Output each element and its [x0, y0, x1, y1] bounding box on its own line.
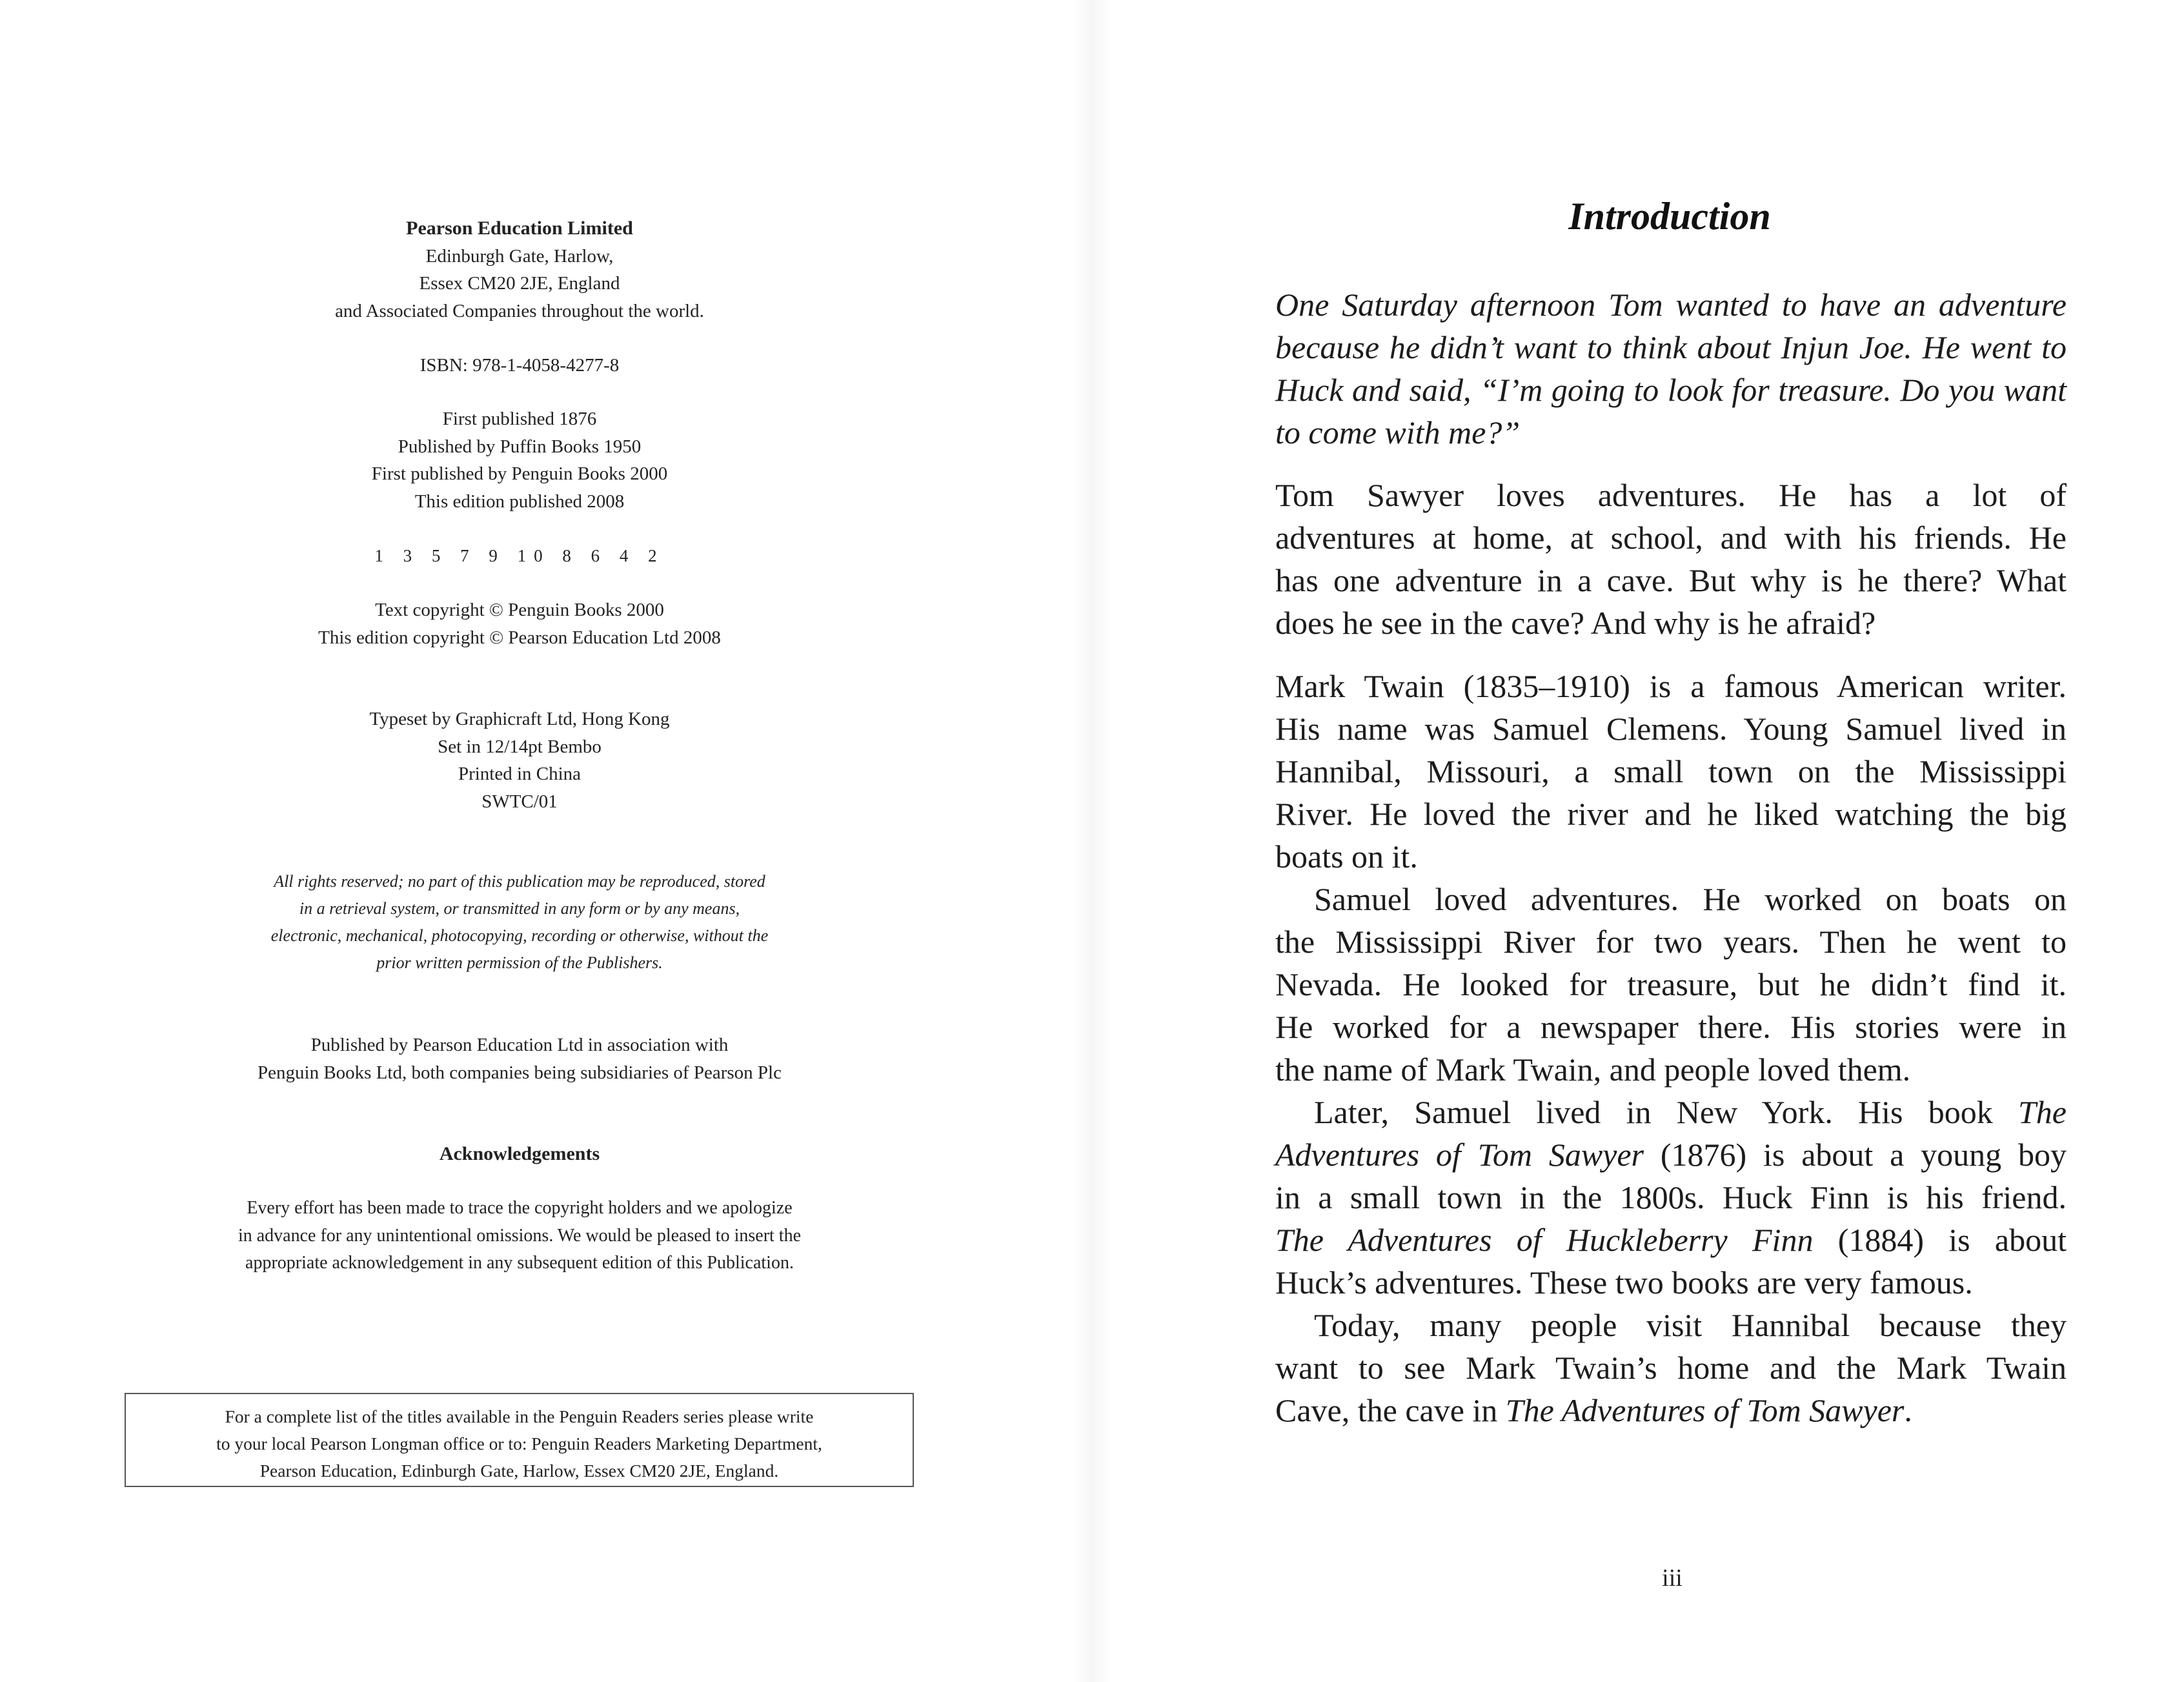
text-line: the name of Mark Twain, and people loved them. — [1275, 1051, 1911, 1088]
page-title: Introduction — [1568, 195, 1771, 238]
history-line: This edition published 2008 — [414, 491, 625, 512]
publisher-address-line: Edinburgh Gate, Harlow, — [425, 245, 614, 267]
text-line: Today, many people visit Hannibal because they — [1314, 1307, 2067, 1343]
paragraph — [1275, 1091, 2067, 1304]
text-run: (1884) is about — [1813, 1222, 2067, 1258]
acknowledgements-heading: Acknowledgements — [439, 1143, 600, 1164]
paragraph — [1275, 1304, 2067, 1432]
history-line: First published 1876 — [442, 409, 597, 429]
typeset-block — [0, 705, 1039, 815]
publisher-block — [0, 215, 1039, 325]
text-line — [1275, 1091, 2067, 1133]
text-line: adventures at home, at school, and with his friends. He — [1275, 520, 2067, 556]
acknowledgements-text — [0, 1195, 1039, 1277]
typeset-line: SWTC/01 — [481, 791, 558, 812]
publisher-address-line: and Associated Companies throughout the world. — [335, 300, 704, 321]
text-line: boats on it. — [1275, 838, 1418, 875]
book-title-run: The Adventures of Huckleberry Finn — [1275, 1222, 1814, 1258]
lead-paragraph — [1275, 283, 2067, 454]
text-line: Tom Sawyer loves adventures. He has a lot of — [1275, 477, 2067, 513]
paragraph — [1275, 878, 2067, 1091]
text-line: His name was Samuel Clemens. Young Samuel lived in — [1275, 711, 2067, 747]
text-line: to come with me?” — [1275, 414, 1521, 451]
text-run: . — [1904, 1392, 1912, 1428]
copyright-line: This edition copyright © Pearson Education Ltd 2008 — [318, 627, 721, 648]
series-info-line: Pearson Education, Edinburgh Gate, Harlow, Essex CM20 2JE, England. — [259, 1461, 779, 1481]
history-line: First published by Penguin Books 2000 — [371, 463, 668, 484]
text-line: the Mississippi River for two years. Then he went to — [1275, 924, 2067, 960]
association-line: Published by Pearson Education Ltd in association with — [310, 1035, 729, 1055]
text-run: Cave, the cave in — [1275, 1392, 1506, 1428]
typeset-line: Typeset by Graphicraft Ltd, Hong Kong — [369, 709, 670, 729]
publication-history — [0, 405, 1039, 515]
isbn-block — [0, 352, 1039, 380]
text-line — [1275, 1219, 2067, 1261]
acknowledgements-line: Every effort has been made to trace the copyright holders and we apologize — [247, 1198, 793, 1218]
copyright-line: Text copyright © Penguin Books 2000 — [375, 600, 664, 620]
text-line: in a small town in the 1800s. Huck Finn is his friend. — [1275, 1179, 2067, 1215]
acknowledgements-line: in advance for any unintentional omissions. We would be pleased to insert the — [238, 1225, 802, 1246]
rights-line: in a retrieval system, or transmitted in any form or by any means, — [299, 899, 740, 918]
text-line: Samuel loved adventures. He worked on boats on — [1314, 881, 2067, 917]
series-info-line: to your local Pearson Longman office or to: Penguin Readers Marketing Department, — [216, 1434, 822, 1454]
rights-line: electronic, mechanical, photocopying, recording or otherwise, without the — [270, 926, 769, 945]
history-line: Published by Puffin Books 1950 — [398, 436, 642, 457]
association-line: Penguin Books Ltd, both companies being subsidiaries of Pearson Plc — [258, 1062, 782, 1083]
rights-line: prior written permission of the Publishers. — [376, 953, 663, 972]
page-number: iii — [1662, 1565, 1683, 1592]
book-title-run: The Adventures of Tom Sawyer — [1505, 1392, 1905, 1428]
typeset-line: Printed in China — [458, 764, 581, 784]
text-line: Nevada. He looked for treasure, but he didn’t find it. — [1275, 966, 2067, 1002]
rights-line: All rights reserved; no part of this publication may be reproduced, stored — [274, 872, 765, 891]
text-run: Later, Samuel lived in New York. His book — [1314, 1094, 2018, 1130]
text-line: Hannibal, Missouri, a small town on the Mississippi — [1275, 753, 2067, 789]
text-line: does he see in the cave? And why is he afraid? — [1275, 605, 1876, 641]
publisher-name: Pearson Education Limited — [406, 218, 633, 239]
paragraph — [1275, 474, 2067, 644]
book-gutter-shadow — [1073, 0, 1111, 1682]
book-title-run: The — [2018, 1094, 2067, 1130]
publisher-address-line: Essex CM20 2JE, England — [419, 273, 620, 294]
text-line: Huck’s adventures. These two books are very famous. — [1275, 1264, 1973, 1301]
printer-key: 1 3 5 7 9 10 8 6 4 2 — [374, 546, 665, 565]
typeset-line: Set in 12/14pt Bembo — [438, 736, 602, 757]
isbn: ISBN: 978-1-4058-4277-8 — [420, 355, 620, 376]
acknowledgements-line: appropriate acknowledgement in any subsequent edition of this Publication. — [245, 1253, 794, 1273]
acknowledgements-heading-block — [0, 1140, 1039, 1168]
series-info-box — [125, 1393, 914, 1487]
text-line: Huck and said, “I’m going to look for treasure. Do you want — [1275, 372, 2067, 408]
text-line: want to see Mark Twain’s home and the Mark Twain — [1275, 1350, 2067, 1386]
text-line — [1275, 1133, 2067, 1176]
association-notice — [0, 1031, 1039, 1086]
text-line: He worked for a newspaper there. His stories were in — [1275, 1009, 2067, 1045]
book-title-run: Adventures of Tom Sawyer — [1275, 1137, 1644, 1173]
text-line: because he didn’t want to think about Injun Joe. He went to — [1275, 329, 2067, 365]
text-run: (1876) is about a young boy — [1644, 1137, 2067, 1173]
paragraph — [1275, 665, 2067, 878]
rights-reserved-notice — [0, 868, 1039, 977]
copyright-block — [0, 596, 1039, 651]
text-line: has one adventure in a cave. But why is he there? What — [1275, 562, 2067, 598]
text-line — [1275, 1389, 2067, 1432]
series-info-line: For a complete list of the titles available in the Penguin Readers series please write — [225, 1406, 814, 1426]
printer-key-block — [0, 542, 1039, 570]
text-line: One Saturday afternoon Tom wanted to have an adventure — [1275, 287, 2067, 323]
text-line: Mark Twain (1835–1910) is a famous American writer. — [1275, 668, 2067, 704]
text-line: River. He loved the river and he liked watching the big — [1275, 796, 2067, 832]
